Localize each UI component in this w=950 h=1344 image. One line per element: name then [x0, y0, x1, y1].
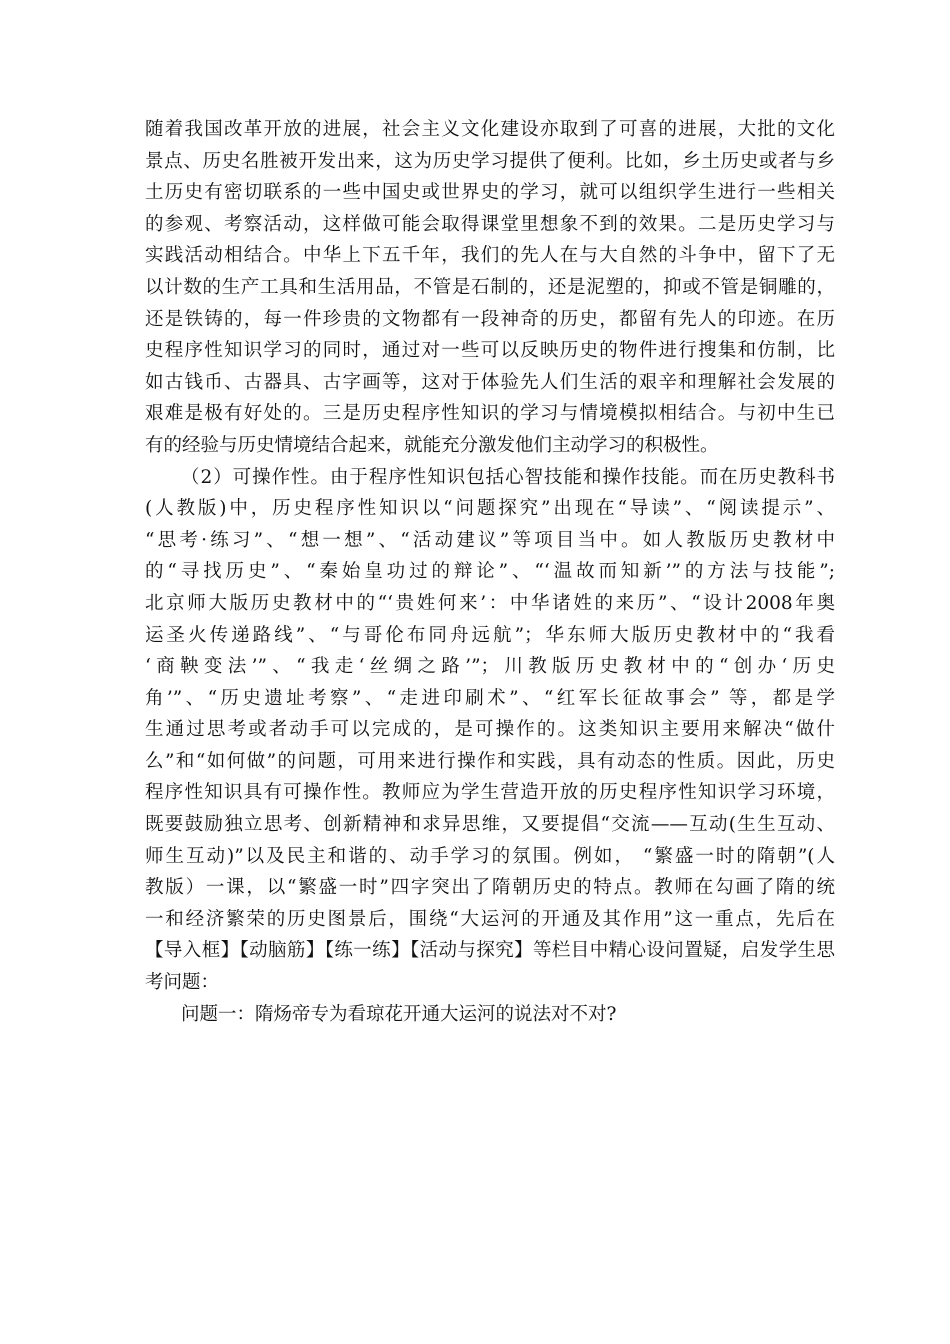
body-text-line: 一和经济繁荣的历史图景后，围绕“大运河的开通及其作用”这一重点，先后在	[145, 908, 835, 930]
body-text-line: 随着我国改革开放的进展，社会主义文化建设亦取到了可喜的进展，大批的文化	[145, 119, 835, 140]
body-text-line: 土历史有密切联系的一些中国史或世界史的学习，就可以组织学生进行一些相关	[145, 182, 835, 204]
body-text-line: 史程序性知识学习的同时，通过对一些可以反映历史的物件进行搜集和仿制，比	[145, 340, 835, 362]
body-text-line: 景点、历史名胜被开发出来，这为历史学习提供了便利。比如，乡土历史或者与乡	[145, 150, 835, 172]
body-text-line: 么”和“如何做”的问题，可用来进行操作和实践，具有动态的性质。因此，历史	[145, 750, 835, 772]
body-text-line: 实践活动相结合。中华上下五千年，我们的先人在与大自然的斗争中，留下了无	[145, 245, 835, 267]
question-line: 问题一：隋炀帝专为看琼花开通大运河的说法对不对?	[181, 1003, 617, 1025]
body-text-line: (人教版)中，历史程序性知识以“问题探究”出现在“导读”、“阅读提示”、	[145, 498, 835, 520]
body-text-line: 的“寻找历史”、“秦始皇功过的辩论”、“‘温故而知新’”的方法与技能”;	[145, 561, 835, 583]
body-text-line: 以计数的生产工具和生活用品，不管是石制的，还是泥塑的，抑或不管是铜雕的，	[145, 276, 835, 298]
body-text-line: ‘商鞅变法’”、“我走‘丝绸之路’”；川教版历史教材中的“创办‘历史	[145, 656, 835, 678]
body-text-line: 运圣火传递路线”、“与哥伦布同舟远航”；华东师大版历史教材中的“我看	[145, 624, 835, 646]
body-text-line: 师生互动)”以及民主和谐的、动手学习的氛围。例如， “繁盛一时的隋朝”(人	[145, 845, 835, 867]
body-text-line: （2）可操作性。由于程序性知识包括心智技能和操作技能。而在历史教科书	[181, 466, 835, 488]
body-text-line: 教版）一课，以“繁盛一时”四字突出了隋朝历史的特点。教师在勾画了隋的统	[145, 877, 835, 899]
body-text-line: 有的经验与历史情境结合起来，就能充分激发他们主动学习的积极性。	[145, 434, 719, 456]
body-text-line: 生通过思考或者动手可以完成的，是可操作的。这类知识主要用来解决“做什	[145, 719, 835, 741]
body-text-line: “思考·练习”、“想一想”、“活动建议”等项目当中。如人教版历史教材中	[145, 529, 835, 551]
body-text-line: 还是铁铸的，每一件珍贵的文物都有一段神奇的历史，都留有先人的印迹。在历	[145, 308, 835, 330]
body-text-line: 角’”、“历史遗址考察”、“走进印刷术”、“红军长征故事会” 等，都是学	[145, 687, 835, 709]
body-text-line: 考问题：	[145, 972, 220, 994]
body-text-line: 程序性知识具有可操作性。教师应为学生营造开放的历史程序性知识学习环境，	[145, 782, 835, 804]
body-text-line: 【导入框】【动脑筋】【练一练】【活动与探究】等栏目中精心设问置疑，启发学生思	[145, 940, 835, 962]
body-text-line: 的参观、考察活动，这样做可能会取得课堂里想象不到的效果。二是历史学习与	[145, 213, 835, 235]
body-text-line: 北京师大版历史教材中的“‘贵姓何来’：中华诸姓的来历”、“设计2008年奥	[145, 592, 835, 614]
body-text-line: 艰难是极有好处的。三是历史程序性知识的学习与情境模拟相结合。与初中生已	[145, 403, 835, 425]
body-text-line: 既要鼓励独立思考、创新精神和求异思维，又要提倡“交流——互动(生生互动、	[145, 814, 835, 836]
document-body	[145, 114, 835, 1030]
body-text-line: 如古钱币、古器具、古字画等，这对于体验先人们生活的艰辛和理解社会发展的	[145, 371, 835, 393]
